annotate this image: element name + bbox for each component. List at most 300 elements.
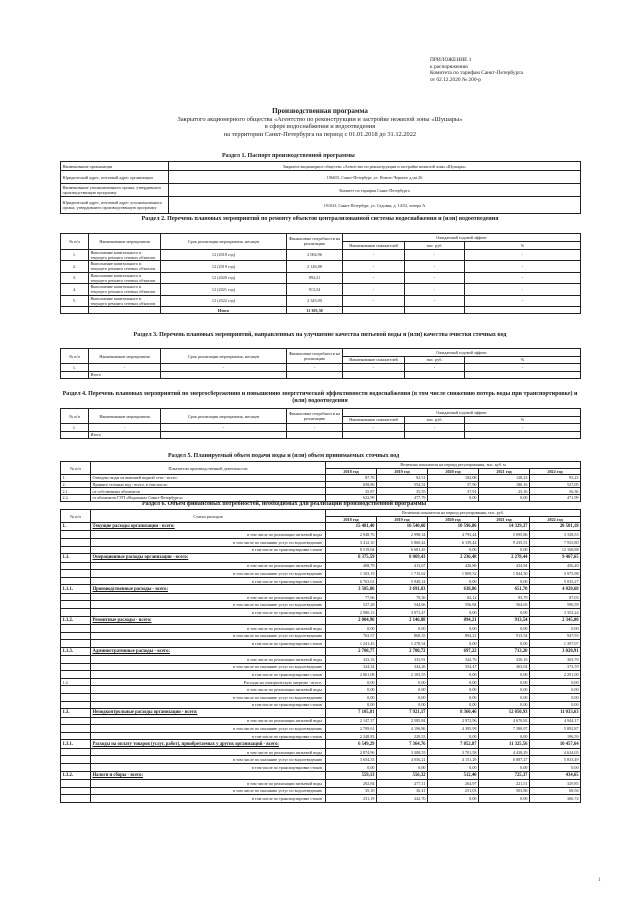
year-value: 2 585,84 <box>377 717 428 725</box>
year-value: 2 948,76 <box>326 531 377 539</box>
table-row <box>61 601 581 609</box>
year-value: 0,00 <box>326 763 377 771</box>
year-value: 4 438,29 <box>479 748 530 756</box>
year-header: 2022 год <box>530 468 581 475</box>
row-number <box>61 725 91 733</box>
year-value: 323,33 <box>326 656 377 664</box>
year-value: 1 103,19 <box>326 570 377 578</box>
cell: от собственных абонентов <box>91 488 326 495</box>
year-value: 564,65 <box>479 601 530 609</box>
passport-value: Комитет по тарифам Санкт-Петербурга <box>169 184 581 197</box>
cell <box>61 431 89 439</box>
year-value: 5 940,14 <box>377 577 428 585</box>
table-row <box>61 562 581 570</box>
column-header: % <box>465 356 581 364</box>
cell: 1. <box>61 364 89 372</box>
year-value: 8 375,59 <box>326 554 377 562</box>
expense-item: Ремонтные расходы - всего: <box>91 616 326 624</box>
year-value: 0,00 <box>428 671 479 679</box>
table-row <box>61 647 581 655</box>
year-value: 697,22 <box>428 647 479 655</box>
year-value: 0,00 <box>377 694 428 702</box>
year-value: 277,11 <box>377 779 428 787</box>
expense-item: в том числе по реализации питьевой воды <box>91 717 326 725</box>
cell: - <box>343 261 405 273</box>
year-value: 4 196,86 <box>377 725 428 733</box>
year-value: 4 670,82 <box>479 717 530 725</box>
year-value: 11 033,63 <box>530 709 581 717</box>
table-row <box>61 795 581 803</box>
cell: 3. <box>61 272 89 284</box>
year-value: 373,70 <box>530 663 581 671</box>
cell: 12 (2021 год) <box>161 284 287 296</box>
year-value: 0,00 <box>377 686 428 694</box>
financial-needs-table <box>60 509 581 803</box>
cell: 87,76 <box>326 475 377 482</box>
cell: - <box>465 295 581 307</box>
row-number <box>61 787 91 795</box>
passport-label: Юридический адрес, почтовый адрес уполномоченного органа, утвердившего производственную программу <box>61 197 169 214</box>
table-row <box>61 787 581 795</box>
cell: Выполнение капитального и текущего ремонта сетевых объектов <box>89 261 161 273</box>
column-header: Величина показателя на период регулирования, тыс. руб. <box>326 510 581 517</box>
year-value: 9 467,65 <box>530 554 581 562</box>
year-value: 4 793,44 <box>428 531 479 539</box>
table-row <box>61 284 581 296</box>
year-value: 638,86 <box>428 585 479 593</box>
year-value: 2 709,61 <box>326 725 377 733</box>
year-value: 0,00 <box>377 701 428 709</box>
year-value: 229,53 <box>377 732 428 740</box>
year-value: 947,93 <box>530 632 581 640</box>
year-value: 596,59 <box>530 601 581 609</box>
year-value: 4 944,17 <box>530 717 581 725</box>
program-title <box>60 108 580 138</box>
passport-table <box>60 161 581 214</box>
cell: 57,90 <box>428 481 479 488</box>
year-value: 82,12 <box>428 593 479 601</box>
cell: 102,08 <box>428 475 479 482</box>
year-value: 7 380,07 <box>479 725 530 733</box>
expense-item: в том числе по реализации питьевой воды <box>91 624 326 632</box>
table-row <box>61 732 581 740</box>
table-row <box>61 531 581 539</box>
table-header-row <box>61 462 581 469</box>
year-value: 559,13 <box>326 771 377 779</box>
year-value: 242,70 <box>377 795 428 803</box>
year-value: 3 071,47 <box>377 608 428 616</box>
year-value: 894,21 <box>428 632 479 640</box>
year-value: 4 395,99 <box>428 725 479 733</box>
cell: 12 (2018 год) <box>161 249 287 261</box>
column-header: тыс. руб. <box>405 416 465 424</box>
row-number: 1.1.2. <box>61 616 91 624</box>
row-number <box>61 538 91 546</box>
table-row <box>61 608 581 616</box>
year-header: 2021 год <box>479 468 530 475</box>
row-number: 1.3.2. <box>61 771 91 779</box>
row-number <box>61 663 91 671</box>
expense-item: в том числе по транспортировке стоков <box>91 763 326 771</box>
year-value: 11 325,56 <box>479 740 530 748</box>
cell <box>61 307 89 314</box>
cell: - <box>465 424 581 432</box>
year-value: 363,04 <box>479 663 530 671</box>
year-value: 763,57 <box>326 632 377 640</box>
table-row <box>61 538 581 546</box>
row-number <box>61 608 91 616</box>
year-value: 0,00 <box>530 763 581 771</box>
year-value: 3 020,91 <box>530 647 581 655</box>
expense-item: в том числе по реализации питьевой воды <box>91 779 326 787</box>
year-value: 5 892,87 <box>530 725 581 733</box>
row-number <box>61 546 91 554</box>
year-value: 0,00 <box>479 546 530 554</box>
table-row <box>61 272 581 284</box>
program-sphere: в сфере водоснабжения и водоотведения <box>264 123 376 131</box>
year-value: 366,74 <box>530 795 581 803</box>
row-number: 1.3.1. <box>61 740 91 748</box>
section1-title: Раздел 1. Паспорт производственной программы <box>222 153 355 159</box>
year-value: 77,66 <box>326 593 377 601</box>
year-value: 0,00 <box>479 577 530 585</box>
year-value: 413,67 <box>377 562 428 570</box>
year-value: 0,00 <box>428 678 479 686</box>
year-value: 0,00 <box>428 686 479 694</box>
table-row <box>61 475 581 482</box>
expense-item: в том числе по транспортировке стоков <box>91 608 326 616</box>
column-header: Показатели производственной деятельности <box>91 462 326 475</box>
table-row <box>61 740 581 748</box>
year-value: 1 809,52 <box>428 570 479 578</box>
table-total-row <box>61 431 581 439</box>
cell: 56,36 <box>530 488 581 495</box>
year-value: 342,76 <box>428 656 479 664</box>
cell: Выполнение капитального и текущего ремонта сетевых объектов <box>89 272 161 284</box>
year-value: 16 540,60 <box>377 523 428 531</box>
table-row <box>61 663 581 671</box>
year-value: 6 159,42 <box>428 538 479 546</box>
total-value: 11 303,30 <box>287 307 343 314</box>
cell <box>343 431 405 439</box>
year-header: 2019 год <box>377 468 428 475</box>
year-value: 14 329,37 <box>479 523 530 531</box>
year-value: 868,35 <box>377 632 428 640</box>
expense-item: в том числе по оказанию услуг по водоотведению <box>91 632 326 640</box>
year-value: 87,03 <box>530 593 581 601</box>
program-territory: на территории Санкт-Петербурга на период с 01.01.2018 до 31.12.2022 <box>223 130 417 138</box>
year-value: 894,21 <box>428 616 479 624</box>
table-row <box>61 756 581 764</box>
expense-item: в том числе по оказанию услуг по водоотведению <box>91 787 326 795</box>
row-number <box>61 763 91 771</box>
cell: 0,00 <box>479 494 530 501</box>
year-value: 426,86 <box>428 562 479 570</box>
year-value: 725,37 <box>479 771 530 779</box>
year-value: 4 151,29 <box>428 756 479 764</box>
column-header: Срок реализации мероприятия, месяцев <box>161 234 287 250</box>
column-header: Наименование показателей <box>343 416 405 424</box>
cell: 35,87 <box>326 488 377 495</box>
column-header: № п/п <box>61 234 89 250</box>
year-value: 544,66 <box>377 601 428 609</box>
cell: - <box>405 261 465 273</box>
cell <box>287 371 343 379</box>
cell: Выполнение капитального и текущего ремонта сетевых объектов <box>89 284 161 296</box>
year-value: 2 874,96 <box>326 748 377 756</box>
cell: - <box>343 424 405 432</box>
table-row <box>61 424 581 432</box>
year-value: 408,79 <box>326 562 377 570</box>
table-row <box>61 717 581 725</box>
total-label: Итого <box>89 371 161 379</box>
cell: 180,16 <box>479 481 530 488</box>
year-value: 3 352,24 <box>530 608 581 616</box>
year-value: 3 654,33 <box>326 756 377 764</box>
year-value: 0,00 <box>428 763 479 771</box>
total-label: Итого <box>161 307 287 314</box>
year-value: 2 004,96 <box>326 616 377 624</box>
expense-item: в том числе по оказанию услуг по водоотведению <box>91 694 326 702</box>
year-value: 0,00 <box>428 640 479 648</box>
cell: 913,54 <box>287 284 343 296</box>
year-value: 3 701,58 <box>428 748 479 756</box>
cell: 2. <box>61 261 89 273</box>
section3-title: Раздел 3. Перечень плановых мероприятий, направленных на улучшение качества питьевой воды и (или) качества очистки сточных вод <box>133 332 507 338</box>
row-number <box>61 577 91 585</box>
year-value: 0,00 <box>530 701 581 709</box>
year-value: 1 715,62 <box>377 570 428 578</box>
row-number <box>61 624 91 632</box>
program-heading: Производственная программа <box>272 107 368 115</box>
expense-item: в том числе по транспортировке стоков <box>91 671 326 679</box>
cell: - <box>89 424 161 432</box>
cell: 2 345,00 <box>287 295 343 307</box>
row-number: 1.1.1. <box>61 585 91 593</box>
row-number <box>61 601 91 609</box>
year-value: 0,00 <box>428 701 479 709</box>
year-value: 0,00 <box>479 701 530 709</box>
expense-item: в том числе по оказанию услуг по водоотведению <box>91 663 326 671</box>
row-number <box>61 640 91 648</box>
year-value: 556,84 <box>428 601 479 609</box>
year-value: 4 020,68 <box>530 585 581 593</box>
cell: - <box>405 272 465 284</box>
cell <box>405 431 465 439</box>
table-row <box>61 593 581 601</box>
table-row <box>61 748 581 756</box>
cell: - <box>405 364 465 372</box>
total-label: Итого <box>89 431 161 439</box>
year-value: 0,00 <box>530 694 581 702</box>
cell: 477,79 <box>377 494 428 501</box>
expense-item: Операционные расходы организации - всего: <box>91 554 326 562</box>
year-value: 20 501,18 <box>530 523 581 531</box>
year-value: 1 397,07 <box>530 640 581 648</box>
cell: - <box>287 364 343 372</box>
cell: - <box>287 424 343 432</box>
year-value: 556,32 <box>377 771 428 779</box>
year-value: 5 860,42 <box>377 538 428 546</box>
cell: 658,86 <box>326 481 377 488</box>
row-number: 1. <box>61 523 91 531</box>
year-value: 8 519,04 <box>326 546 377 554</box>
column-header: Ожидаемый годовой эффект <box>343 234 581 242</box>
cell: 2.2. <box>61 494 91 501</box>
cell: - <box>405 295 465 307</box>
year-value: 5 035,27 <box>530 577 581 585</box>
column-header: Срок реализации мероприятия, месяцев <box>161 409 287 424</box>
cell: - <box>405 284 465 296</box>
year-header: 2020 год <box>428 468 479 475</box>
cell: Выполнение капитального и текущего ремонта сетевых объектов <box>89 249 161 261</box>
year-value: 79,36 <box>377 593 428 601</box>
year-value: 2 708,77 <box>326 647 377 655</box>
year-value: 5 095,86 <box>479 531 530 539</box>
year-value: 2 236,48 <box>428 554 479 562</box>
column-header: Наименование показателей <box>343 356 405 364</box>
expense-item: Производственные расходы - всего: <box>91 585 326 593</box>
cell: 37,91 <box>428 488 479 495</box>
year-value: 0,00 <box>377 624 428 632</box>
table-row <box>61 171 581 184</box>
year-value: 7 105,81 <box>326 709 377 717</box>
year-value: 913,54 <box>479 616 530 624</box>
expense-item: в том числе по оказанию услуг по водоотведению <box>91 601 326 609</box>
cell: 2. <box>61 481 91 488</box>
table-row <box>61 616 581 624</box>
row-number <box>61 748 91 756</box>
cell <box>343 371 405 379</box>
table-total-row <box>61 371 581 379</box>
row-number <box>61 779 91 787</box>
row-number: 1.2. <box>61 678 91 686</box>
year-value: 0,00 <box>326 678 377 686</box>
year-value: 0,00 <box>479 732 530 740</box>
table-row <box>61 771 581 779</box>
row-number <box>61 570 91 578</box>
appendix-line: к распоряжению <box>430 63 469 70</box>
year-value: 83,79 <box>479 593 530 601</box>
table-row <box>61 523 581 531</box>
year-value: 1 278,54 <box>377 640 428 648</box>
expense-item: в том числе по транспортировке стоков <box>91 640 326 648</box>
year-value: 6 549,29 <box>326 740 377 748</box>
year-value: 0,00 <box>479 608 530 616</box>
year-value: 2 291,00 <box>530 671 581 679</box>
cell: - <box>465 272 581 284</box>
year-value: 434,94 <box>479 562 530 570</box>
year-value: 8 360,46 <box>428 709 479 717</box>
year-value: 0,00 <box>479 686 530 694</box>
year-value: 651,70 <box>479 585 530 593</box>
cell: - <box>89 364 161 372</box>
year-value: 0,00 <box>428 795 479 803</box>
cell: - <box>465 364 581 372</box>
year-value: 3 975,98 <box>530 570 581 578</box>
expense-item: в том числе по транспортировке стоков <box>91 546 326 554</box>
year-value: 3 338,53 <box>530 531 581 539</box>
year-value: 512,40 <box>428 771 479 779</box>
year-value: 503,86 <box>479 787 530 795</box>
table-row <box>61 554 581 562</box>
expense-item: Расходы на оплату товаров (услуг, работ), приобретаемых у других организаций - всего: <box>91 740 326 748</box>
year-value: 10 596,86 <box>428 523 479 531</box>
expense-item: в том числе по транспортировке стоков <box>91 795 326 803</box>
table-row <box>61 725 581 733</box>
year-header: 2022 год <box>530 516 581 523</box>
table-row <box>61 585 581 593</box>
expense-item: Налоги и сборы - всего: <box>91 771 326 779</box>
appendix-note <box>430 57 610 83</box>
year-value: 0,00 <box>428 732 479 740</box>
column-header: Статьи расходов <box>91 510 326 523</box>
cell: 12 (2019 год) <box>161 261 287 273</box>
year-value: 2 998,34 <box>377 531 428 539</box>
cell: от абонентов ГУП «Водоканал Санкт-Петербурга» <box>91 494 326 501</box>
year-value: 2 061,08 <box>326 671 377 679</box>
table-row <box>61 709 581 717</box>
year-header: 2018 год <box>326 468 377 475</box>
year-value: 264,97 <box>428 779 479 787</box>
table-total-row <box>61 307 581 314</box>
cell: - <box>343 295 405 307</box>
expense-item: в том числе по оказанию услуг по водоотведению <box>91 570 326 578</box>
year-value: 713,20 <box>479 647 530 655</box>
year-value: 2 972,96 <box>428 717 479 725</box>
year-value: 329,85 <box>530 779 581 787</box>
column-header: Ожидаемый годовой эффект <box>343 349 581 357</box>
table-header-row <box>61 234 581 242</box>
cell: 25,16 <box>479 488 530 495</box>
expense-item: в том числе по реализации питьевой воды <box>91 748 326 756</box>
table-header-row <box>61 409 581 417</box>
table-row <box>61 184 581 197</box>
column-header: Наименование мероприятия <box>89 349 161 364</box>
year-value: 6 681,45 <box>377 546 428 554</box>
cell: 471,99 <box>530 494 581 501</box>
year-value: 4 056,21 <box>377 756 428 764</box>
cell: 4. <box>61 284 89 296</box>
row-number <box>61 795 91 803</box>
year-value: 350,16 <box>479 656 530 664</box>
cell: 554,52 <box>377 481 428 488</box>
year-value: 527,28 <box>326 601 377 609</box>
year-value: 0,00 <box>326 701 377 709</box>
cell <box>61 371 89 379</box>
year-value: 251,03 <box>428 787 479 795</box>
year-value: 0,00 <box>326 694 377 702</box>
table-row <box>61 295 581 307</box>
column-header: Величина показателя на период регулирования, тыс. куб. м <box>326 462 581 469</box>
cell <box>89 307 161 314</box>
row-number <box>61 562 91 570</box>
year-value: 8 069,43 <box>377 554 428 562</box>
column-header: тыс. руб. <box>405 356 465 364</box>
column-header: % <box>465 241 581 249</box>
cell: 12 (2020 год) <box>161 272 287 284</box>
expense-item: в том числе по реализации питьевой воды <box>91 562 326 570</box>
cell: - <box>465 284 581 296</box>
year-header: 2020 год <box>428 516 479 523</box>
row-number <box>61 593 91 601</box>
table-row <box>61 779 581 787</box>
cell: Принято сточных вод - всего, в том числе: <box>91 481 326 488</box>
year-value: 354,47 <box>428 663 479 671</box>
cell: 12 (2022 год) <box>161 295 287 307</box>
cell <box>287 431 343 439</box>
year-header: 2018 год <box>326 516 377 523</box>
